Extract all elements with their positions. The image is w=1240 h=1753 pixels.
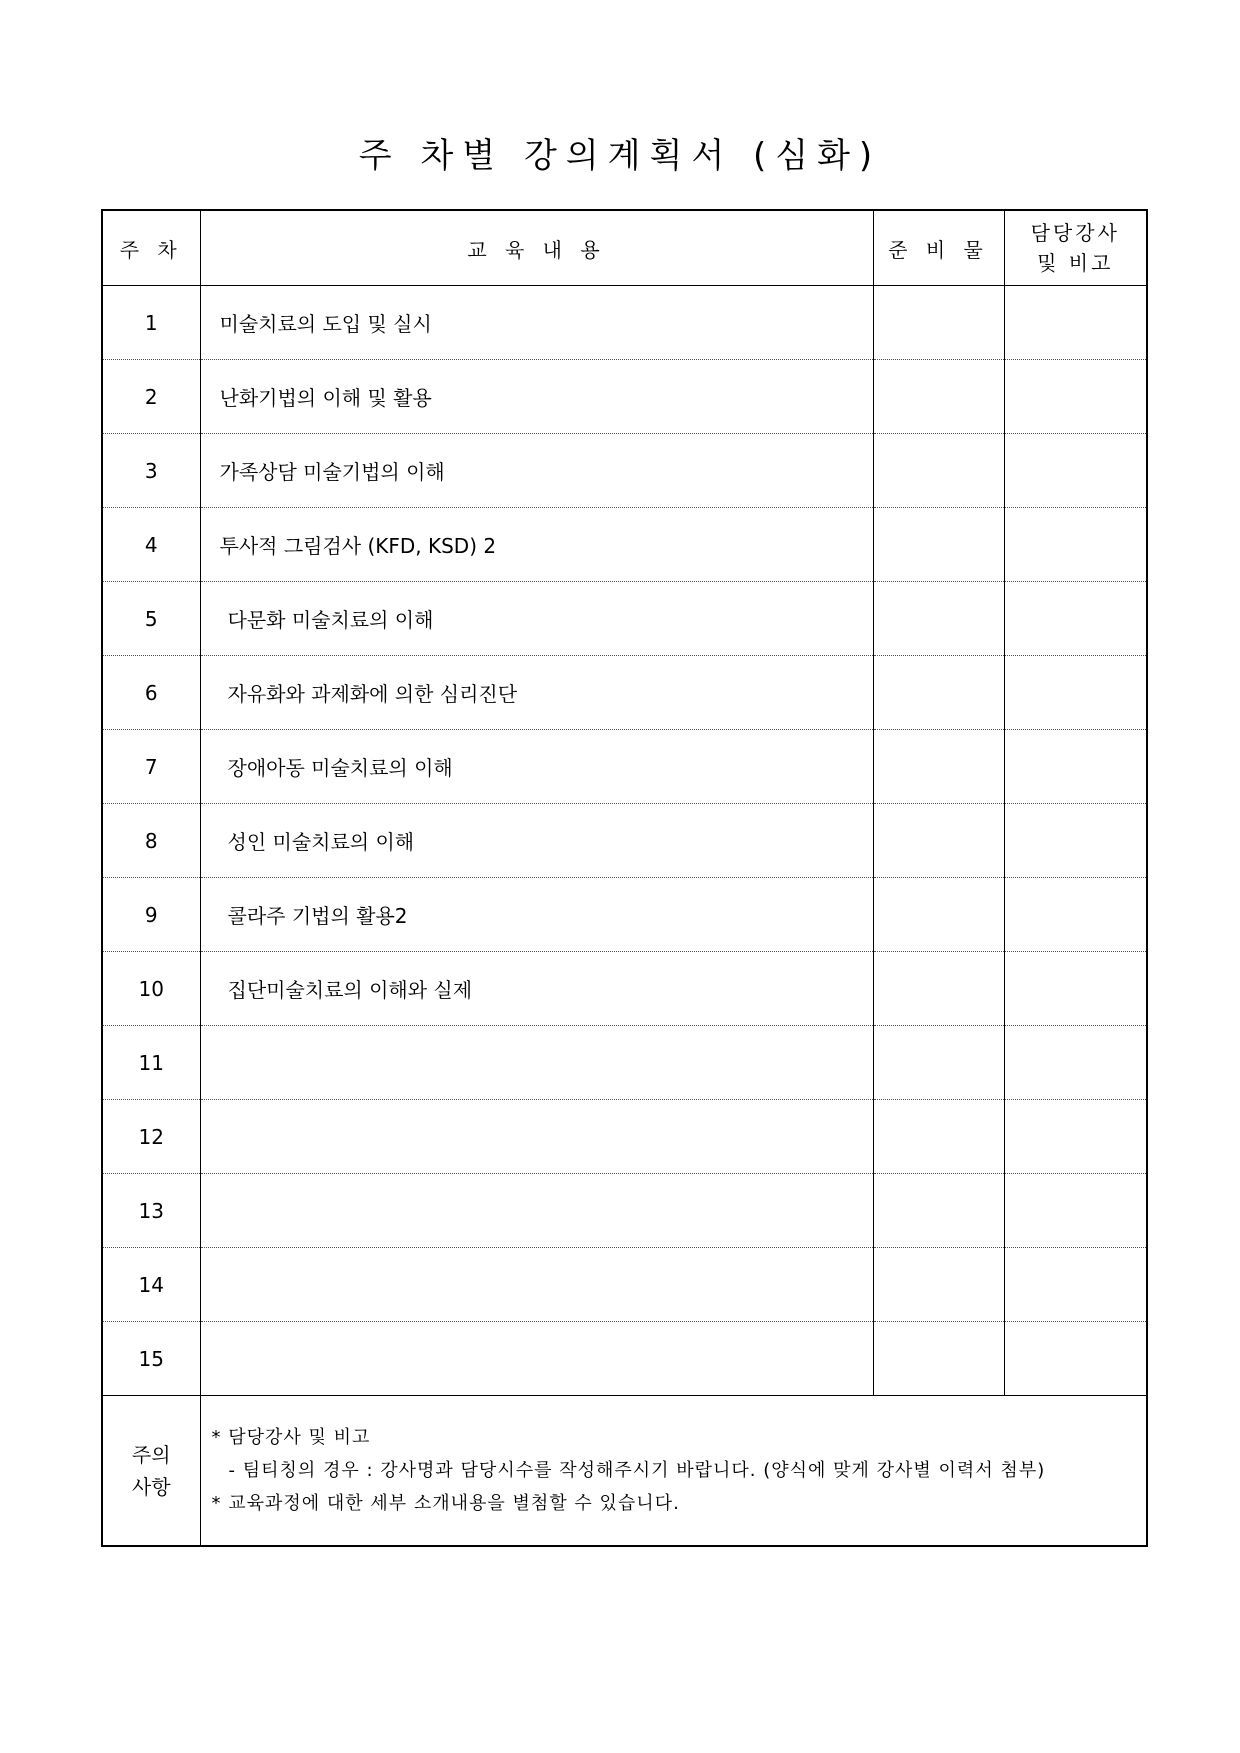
header-instructor-note: [1004, 210, 1147, 286]
week-number: 11: [102, 1026, 200, 1100]
header-week: 주 차: [102, 210, 200, 286]
week-number: 6: [102, 656, 200, 730]
notes-body: [200, 1396, 1147, 1547]
note-cell: [1004, 656, 1147, 730]
week-number: 13: [102, 1174, 200, 1248]
table-row: [102, 1322, 1147, 1396]
week-number: 14: [102, 1248, 200, 1322]
content-cell: [200, 1322, 873, 1396]
content-cell: 장애아동 미술치료의 이해: [200, 730, 873, 804]
week-number: 5: [102, 582, 200, 656]
preparation-cell: [873, 286, 1004, 360]
table-row: [102, 286, 1147, 360]
content-cell: [200, 1100, 873, 1174]
week-number: 7: [102, 730, 200, 804]
lecture-plan-table: [101, 209, 1148, 1547]
content-cell: 콜라주 기법의 활용2: [200, 878, 873, 952]
preparation-cell: [873, 952, 1004, 1026]
notes-label: [102, 1396, 200, 1547]
table-row: [102, 582, 1147, 656]
table-row: [102, 434, 1147, 508]
preparation-cell: [873, 730, 1004, 804]
note-cell: [1004, 582, 1147, 656]
week-number: 15: [102, 1322, 200, 1396]
preparation-cell: [873, 1174, 1004, 1248]
preparation-cell: [873, 434, 1004, 508]
header-preparation: 준 비 물: [873, 210, 1004, 286]
preparation-cell: [873, 582, 1004, 656]
content-cell: 가족상담 미술기법의 이해: [200, 434, 873, 508]
header-note-line2: 및 비고: [1037, 251, 1114, 275]
table-header-row: [102, 210, 1147, 286]
table-row: [102, 730, 1147, 804]
content-cell: 다문화 미술치료의 이해: [200, 582, 873, 656]
note-cell: [1004, 360, 1147, 434]
header-note-line1: 담당강사: [1030, 221, 1120, 245]
week-number: 12: [102, 1100, 200, 1174]
preparation-cell: [873, 508, 1004, 582]
note-cell: [1004, 804, 1147, 878]
note-cell: [1004, 730, 1147, 804]
note-cell: [1004, 952, 1147, 1026]
note-cell: [1004, 1100, 1147, 1174]
table-row: [102, 508, 1147, 582]
week-number: 9: [102, 878, 200, 952]
page-title: 주 차별 강의계획서 (심화): [358, 136, 882, 176]
preparation-cell: [873, 656, 1004, 730]
preparation-cell: [873, 1026, 1004, 1100]
table-row: [102, 804, 1147, 878]
note-line: - 팀티칭의 경우 : 강사명과 담당시수를 작성해주시기 바랍니다. (양식에 맞게 강사별 이력서 첨부): [228, 1460, 1046, 1481]
preparation-cell: [873, 878, 1004, 952]
week-number: 3: [102, 434, 200, 508]
note-cell: [1004, 434, 1147, 508]
table-row: [102, 1100, 1147, 1174]
preparation-cell: [873, 1322, 1004, 1396]
content-cell: [200, 1174, 873, 1248]
note-line: * 담당강사 및 비고: [211, 1427, 371, 1448]
week-number: 10: [102, 952, 200, 1026]
table-row: [102, 1026, 1147, 1100]
notes-label-line1: 주의: [131, 1442, 171, 1467]
content-cell: 자유화와 과제화에 의한 심리진단: [200, 656, 873, 730]
table-row: [102, 952, 1147, 1026]
header-content: 교 육 내 용: [200, 210, 873, 286]
table-row: [102, 360, 1147, 434]
table-row: [102, 1174, 1147, 1248]
content-cell: [200, 1248, 873, 1322]
notes-row: [102, 1396, 1147, 1547]
note-cell: [1004, 1322, 1147, 1396]
preparation-cell: [873, 1100, 1004, 1174]
note-cell: [1004, 1026, 1147, 1100]
preparation-cell: [873, 1248, 1004, 1322]
week-number: 1: [102, 286, 200, 360]
preparation-cell: [873, 360, 1004, 434]
note-line: * 교육과정에 대한 세부 소개내용을 별첨할 수 있습니다.: [211, 1493, 680, 1514]
table-row: [102, 1248, 1147, 1322]
week-number: 2: [102, 360, 200, 434]
note-cell: [1004, 878, 1147, 952]
preparation-cell: [873, 804, 1004, 878]
note-cell: [1004, 1174, 1147, 1248]
note-cell: [1004, 508, 1147, 582]
content-cell: 난화기법의 이해 및 활용: [200, 360, 873, 434]
week-number: 8: [102, 804, 200, 878]
content-cell: [200, 1026, 873, 1100]
content-cell: 투사적 그림검사 (KFD, KSD) 2: [200, 508, 873, 582]
content-cell: 성인 미술치료의 이해: [200, 804, 873, 878]
note-cell: [1004, 1248, 1147, 1322]
table-row: [102, 878, 1147, 952]
content-cell: 미술치료의 도입 및 실시: [200, 286, 873, 360]
notes-label-line2: 사항: [131, 1474, 171, 1499]
content-cell: 집단미술치료의 이해와 실제: [200, 952, 873, 1026]
table-row: [102, 656, 1147, 730]
week-number: 4: [102, 508, 200, 582]
note-cell: [1004, 286, 1147, 360]
